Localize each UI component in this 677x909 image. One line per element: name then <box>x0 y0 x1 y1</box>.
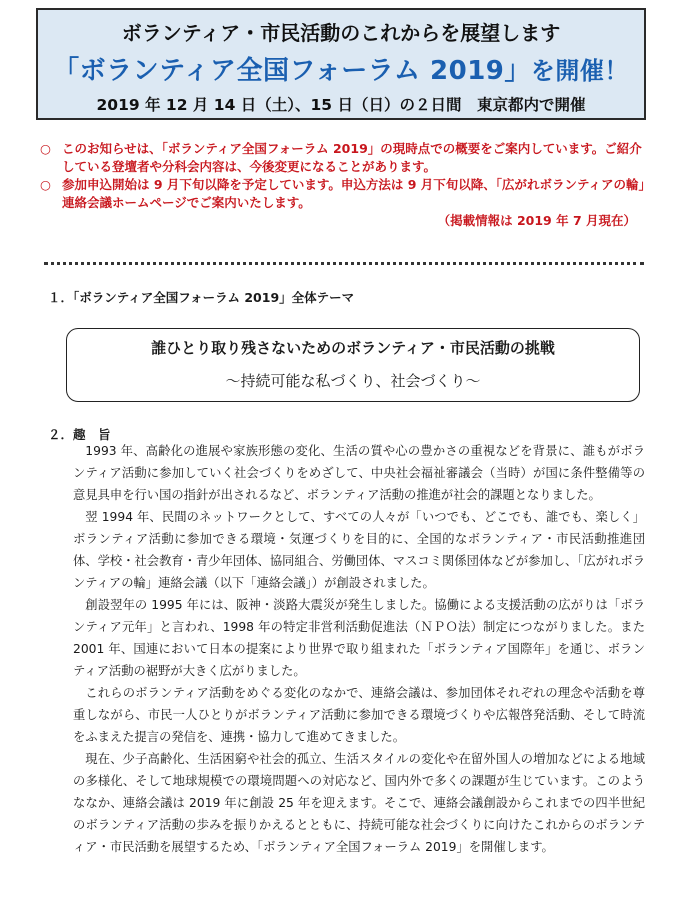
paragraph: 現在、少子高齢化、生活困窮や社会的孤立、生活スタイルの変化や在留外国人の増加などによる地域の多様化、そして地球規模での環境問題への対応など、国内外で多くの課題が生じています。このようななか、連絡会議は 2019 年に創設 25 年を迎えます。そこで、連絡会議創設からこれまでの四半世紀のボランティア活動の歩みを振りかえるとともに、持続可能な社会づくりに向けたこれからのボランティア・市民活動を展望するため、「ボランティア全国フォーラム 2019」を開催します。 <box>73 752 645 854</box>
section2-heading: ２．趣 旨 <box>48 427 111 442</box>
dotted-divider <box>44 262 644 271</box>
circle-bullet-icon: ○ <box>40 141 51 156</box>
notice-item <box>40 140 650 176</box>
header-subtitle: ボランティア・市民活動のこれからを展望します <box>121 21 561 45</box>
notice-text: このお知らせは、「ボランティア全国フォーラム 2019」の現時点での概要をご案内しています。ご紹介している登壇者や分科会内容は、今後変更になることがあります。 <box>62 141 642 174</box>
forum-title: 「ボランティア全国フォーラム 2019」 <box>53 56 531 86</box>
header-banner <box>36 8 646 120</box>
theme-box <box>66 328 640 402</box>
paragraph: これらのボランティア活動をめぐる変化のなかで、連絡会議は、参加団体それぞれの理念や活動を尊重しながら、市民一人ひとりがボランティア活動に参加できる環境づくりや広報啓発活動、そして時流をふまえた提言の発信を、連携・協力して進めてきました。 <box>73 686 645 744</box>
notice-date: （掲載情報は 2019 年 7 月現在） <box>437 213 636 228</box>
purpose-body <box>73 440 645 858</box>
theme-sub: ～持続可能な私づくり、社会づくり～ <box>225 372 481 390</box>
theme-main: 誰ひとり取り残さないためのボランティア・市民活動の挑戦 <box>151 339 555 357</box>
paragraph: 創設翌年の 1995 年には、阪神・淡路大震災が発生しました。協働による支援活動の広がりは「ボランティア元年」と言われ、1998 年の特定非営利活動促進法（ＮＰＯ法）制定につながりました。また 2001 年、国連において日本の提案により世界で取り組まれた「ボランティア国際年」を通じ、ボランティア活動の裾野が大きく広がりました。 <box>73 598 645 678</box>
paragraph: 翌 1994 年、民間のネットワークとして、すべての人々が「いつでも、どこでも、誰でも、楽しく」ボランティア活動に参加できる環境・気運づくりを目的に、全国的なボランティア・市民活動推進団体、学校・社会教育・青少年団体、協同組合、労働団体、マスコミ関係団体などが参加し、「広がれボランティアの輪」連絡会議（以下「連絡会議」）が創設されました。 <box>73 510 645 590</box>
notice-list <box>40 140 650 230</box>
forum-title-suffix: を開催！ <box>530 57 629 85</box>
circle-bullet-icon: ○ <box>40 177 51 192</box>
notice-item <box>40 176 650 212</box>
header-main-title <box>38 50 644 87</box>
notice-text: 参加申込開始は 9 月下旬以降を予定しています。申込方法は 9 月下旬以降、「広がれボランティアの輪」連絡会議ホームページでご案内いたします。 <box>62 177 645 210</box>
section1-heading: １．「ボランティア全国フォーラム 2019」全体テーマ <box>48 290 355 305</box>
paragraph: 1993 年、高齢化の進展や家族形態の変化、生活の質や心の豊かさの重視などを背景に、誰もがボランティア活動に参加していく社会づくりをめざして、中央社会福祉審議会（当時）が国に条件整備等の意見具申を行い国の指針が出されるなど、ボランティア活動の推進が社会的課題となりました。 <box>73 444 645 502</box>
header-dates: 2019 年 12 月 14 日（土）、15 日（日）の２日間 東京都内で開催 <box>96 96 586 114</box>
